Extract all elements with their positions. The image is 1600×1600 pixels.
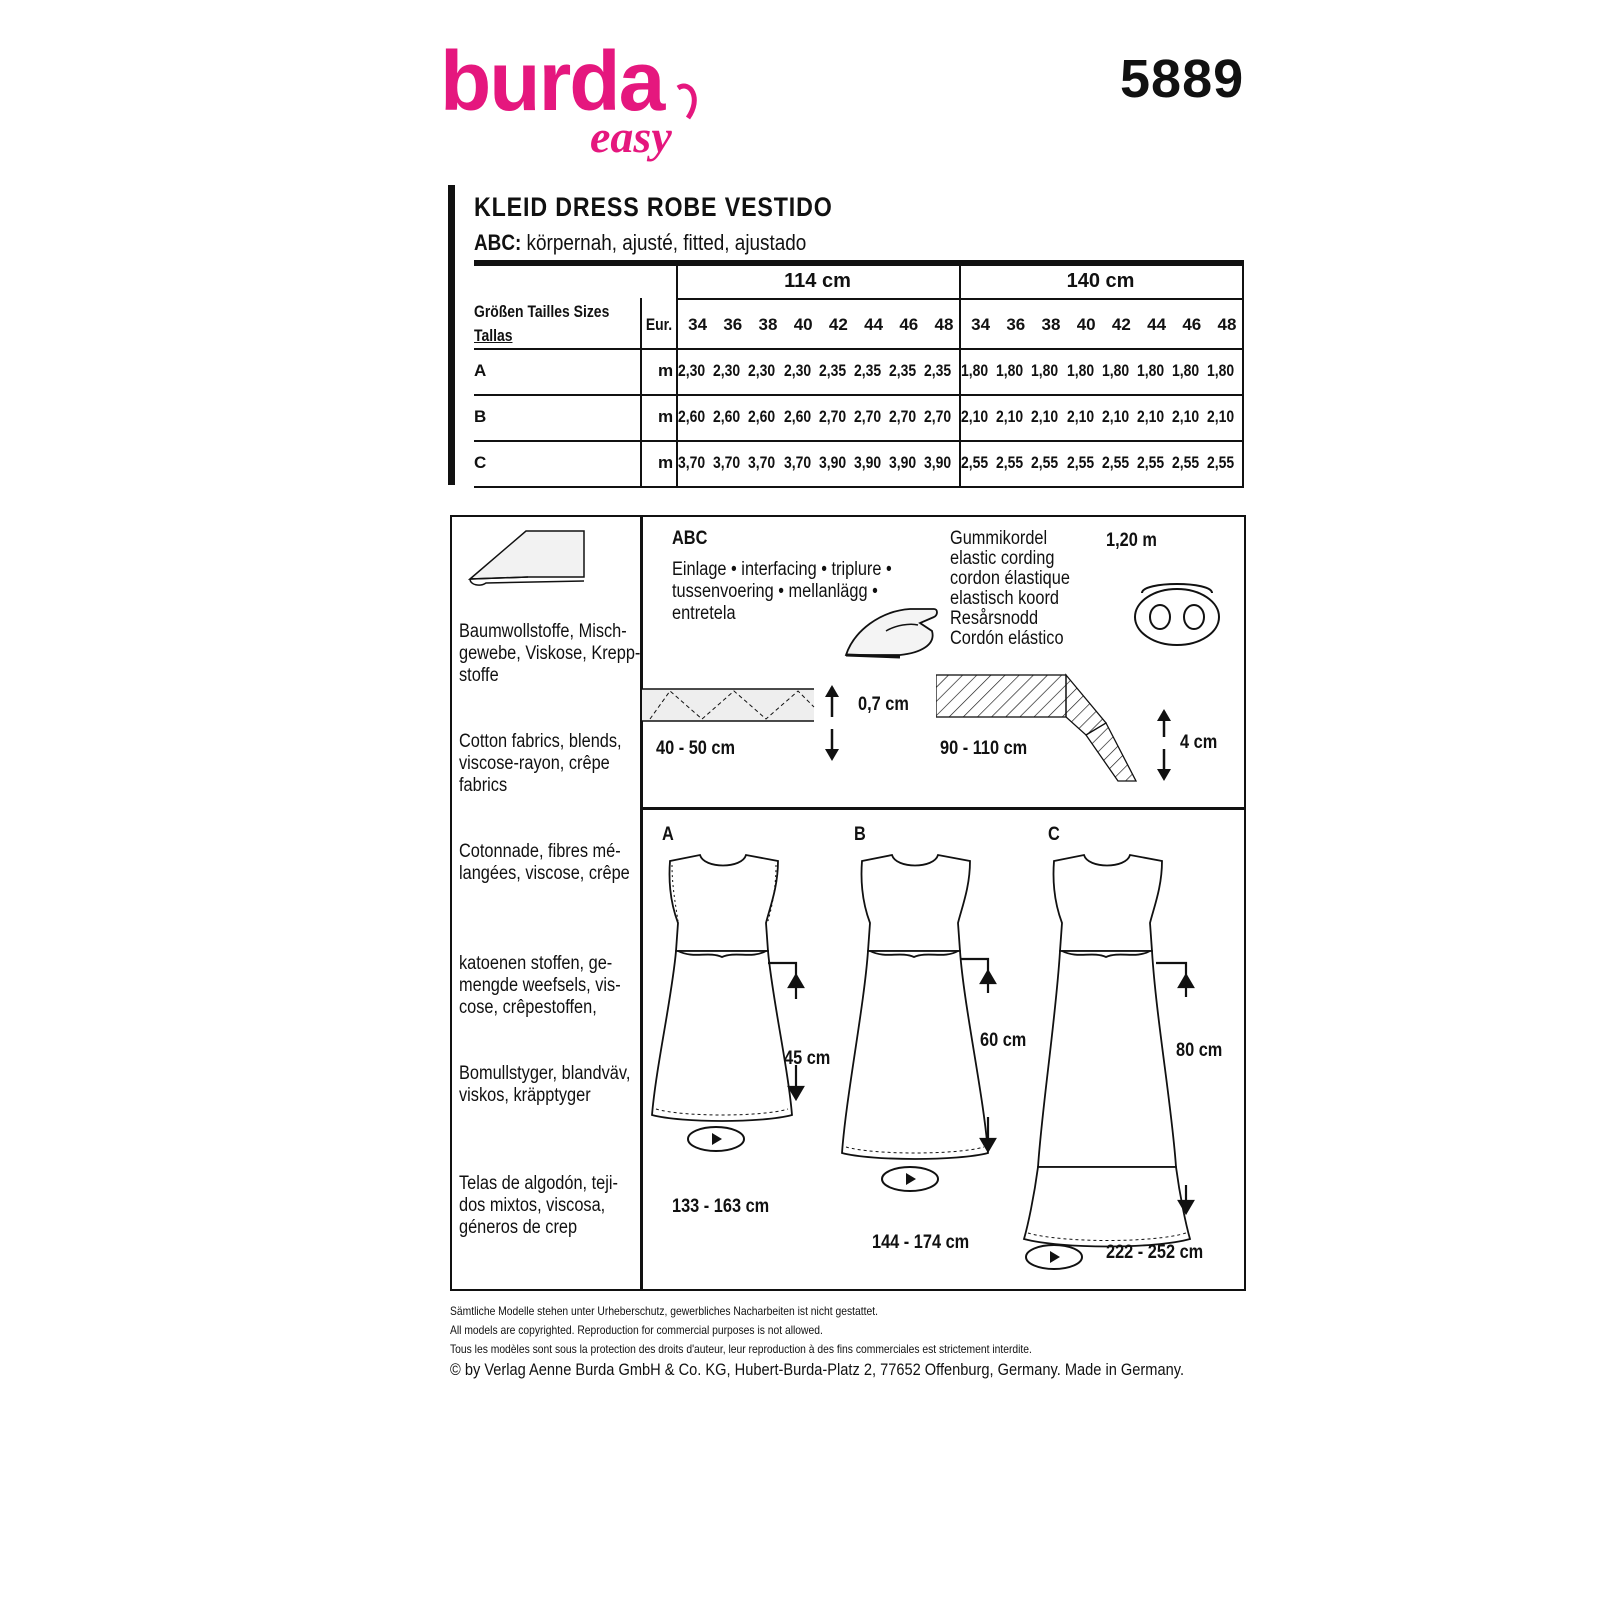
svg-text:burda: burda: [440, 40, 664, 128]
yardage-cell: 2,10: [1137, 407, 1165, 426]
size-header-140-40: 40: [1076, 315, 1096, 334]
yardage-cell: 3,70: [783, 453, 811, 472]
yardage-cell: 1,80: [1172, 361, 1200, 380]
footer-copyright: © by Verlag Aenne Burda GmbH & Co. KG, Hubert-Burda-Platz 2, 77652 Offenburg, Germany. Made in Germany.: [450, 1360, 1185, 1379]
yardage-table: [474, 260, 1244, 490]
size-header-114-48: 48: [934, 315, 954, 334]
size-header-140-34: 34: [971, 315, 991, 334]
yardage-cell: 2,30: [783, 361, 811, 380]
sizes-label: Größen Tailles Sizes: [474, 302, 610, 321]
materials-panel: [450, 515, 1246, 1291]
yardage-cell: 1,80: [1137, 361, 1165, 380]
yardage-cell: 2,70: [854, 407, 882, 426]
fabric-bolt-icon: [466, 523, 586, 593]
size-header-140-44: 44: [1147, 315, 1167, 334]
yardage-cell: 2,55: [961, 453, 989, 472]
yardage-cell: 2,70: [818, 407, 846, 426]
yardage-cell: 2,30: [748, 361, 776, 380]
yardage-cell: 3,70: [713, 453, 741, 472]
yardage-cell: 2,10: [1031, 407, 1059, 426]
fit-line: [474, 230, 806, 256]
yardage-cell: 2,55: [1137, 453, 1165, 472]
fit-prefix: ABC:: [474, 230, 522, 255]
yardage-cell: 2,10: [996, 407, 1024, 426]
yardage-cell: 1,80: [1207, 361, 1235, 380]
yardage-cell: 2,10: [1172, 407, 1200, 426]
view-a-label: A: [662, 824, 674, 845]
yardage-cell: 2,55: [1101, 453, 1129, 472]
yardage-cell: 1,80: [1101, 361, 1129, 380]
size-header-140-36: 36: [1006, 315, 1026, 334]
fit-description: körpernah, ajusté, fitted, ajustado: [521, 230, 807, 255]
yardage-cell: 2,70: [889, 407, 917, 426]
view-a-length: 45 cm: [784, 1048, 831, 1069]
interfacing-width: 0,7 cm: [858, 694, 909, 715]
fabric-en: Cotton fabrics, blends, viscose-rayon, crêpe fabrics: [459, 731, 622, 796]
width-header-140: 140 cm: [1066, 270, 1135, 292]
footer-line-en: All models are copyrighted. Reproduction for commercial purposes is not allowed.: [450, 1323, 823, 1337]
size-header-114-42: 42: [828, 315, 848, 334]
yardage-cell: 2,10: [1101, 407, 1129, 426]
pattern-number: 5889: [1120, 49, 1245, 109]
yardage-cell: 2,60: [678, 407, 706, 426]
view-b-hem: 144 - 174 cm: [872, 1232, 970, 1253]
size-header-140-38: 38: [1041, 315, 1061, 334]
yardage-cell: 1,80: [1066, 361, 1094, 380]
view-a-hem: 133 - 163 cm: [672, 1196, 770, 1217]
row-unit: m: [658, 361, 674, 380]
bias-width: 4 cm: [1180, 732, 1218, 753]
size-header-114-44: 44: [864, 315, 884, 334]
fabric-nl: katoenen stoffen, ge- mengde weefsels, vis- cose, crêpestoffen,: [459, 953, 621, 1018]
size-header-114-38: 38: [758, 315, 778, 334]
garment-title: KLEID DRESS ROBE VESTIDO: [474, 192, 833, 222]
yardage-cell: 1,80: [1031, 361, 1059, 380]
yardage-cell: 2,10: [1207, 407, 1235, 426]
width-header-114: 114 cm: [784, 270, 851, 292]
view-c-label: C: [1048, 824, 1060, 845]
fabric-de: Baumwollstoffe, Misch- gewebe, Viskose, Krepp- stoffe: [459, 621, 641, 686]
row-view-label: A: [474, 361, 487, 380]
dress-illustrations: [642, 847, 1246, 1287]
yardage-cell: 2,35: [854, 361, 882, 380]
elastic-cording-text: Gummikordel elastic cording cordon élastique elastisch koord Resårsnodd Cordón elástico: [950, 528, 1070, 649]
elastic-amount: 1,20 m: [1106, 530, 1157, 551]
size-header-114-46: 46: [899, 315, 919, 334]
size-header-140-46: 46: [1182, 315, 1202, 334]
iron-icon: [840, 601, 940, 661]
yardage-cell: 2,55: [1207, 453, 1235, 472]
svg-text:easy: easy: [590, 111, 672, 162]
yardage-cell: 2,60: [748, 407, 776, 426]
row-unit: m: [658, 453, 674, 472]
yardage-cell: 2,60: [713, 407, 741, 426]
view-b-length: 60 cm: [980, 1030, 1027, 1051]
yardage-cell: 2,35: [889, 361, 917, 380]
size-header-140-42: 42: [1111, 315, 1131, 334]
yardage-cell: 2,55: [996, 453, 1024, 472]
yardage-cell: 2,10: [1066, 407, 1094, 426]
size-header-114-40: 40: [793, 315, 813, 334]
eur-label: Eur.: [645, 315, 673, 334]
row-view-label: B: [474, 407, 487, 426]
yardage-cell: 2,30: [713, 361, 741, 380]
abc-label: ABC: [672, 528, 708, 549]
size-header-140-48: 48: [1217, 315, 1237, 334]
size-header-114-34: 34: [688, 315, 708, 334]
yardage-cell: 3,90: [889, 453, 917, 472]
burda-easy-logo: [440, 40, 710, 170]
yardage-cell: 2,70: [924, 407, 952, 426]
view-c-hem: 222 - 252 cm: [1106, 1242, 1204, 1263]
sizes-label-2: Tallas: [474, 326, 513, 345]
fabric-es: Telas de algodón, teji- dos mixtos, viscosa, géneros de crep: [459, 1173, 618, 1238]
yardage-cell: 1,80: [961, 361, 989, 380]
yardage-cell: 3,70: [678, 453, 706, 472]
row-view-label: C: [474, 453, 487, 472]
view-b-label: B: [854, 824, 866, 845]
yardage-cell: 2,55: [1031, 453, 1059, 472]
yardage-cell: 2,10: [961, 407, 989, 426]
row-unit: m: [658, 407, 674, 426]
yardage-cell: 2,35: [924, 361, 952, 380]
yardage-cell: 2,55: [1066, 453, 1094, 472]
interfacing-length: 40 - 50 cm: [656, 738, 736, 759]
yardage-cell: 3,90: [854, 453, 882, 472]
view-c-length: 80 cm: [1176, 1040, 1223, 1061]
footer-line-fr: Tous les modèles sont sous la protection des droits d'auteur, leur reproduction à des fins commerciales est strictement interdite.: [450, 1342, 1032, 1356]
yardage-cell: 3,70: [748, 453, 776, 472]
size-header-114-36: 36: [723, 315, 743, 334]
yardage-cell: 3,90: [818, 453, 846, 472]
yardage-cell: 2,55: [1172, 453, 1200, 472]
fabric-fr: Cotonnade, fibres mé- langées, viscose, crêpe: [459, 841, 630, 884]
yardage-cell: 2,30: [678, 361, 706, 380]
footer-line-de: Sämtliche Modelle stehen unter Urheberschutz, gewerbliches Nacharbeiten ist nicht gestattet.: [450, 1304, 878, 1318]
yardage-cell: 1,80: [996, 361, 1024, 380]
interfacing-text: Einlage • interfacing • triplure • tussenvoering • mellanlägg • entretela: [672, 559, 892, 624]
cord-stopper-icon: [1132, 577, 1222, 649]
fabric-sv: Bomullstyger, blandväv, viskos, kräpptyger: [459, 1063, 631, 1106]
title-bar: [448, 185, 455, 485]
bias-length: 90 - 110 cm: [940, 738, 1028, 759]
yardage-cell: 3,90: [924, 453, 952, 472]
yardage-cell: 2,60: [783, 407, 811, 426]
yardage-cell: 2,35: [818, 361, 846, 380]
